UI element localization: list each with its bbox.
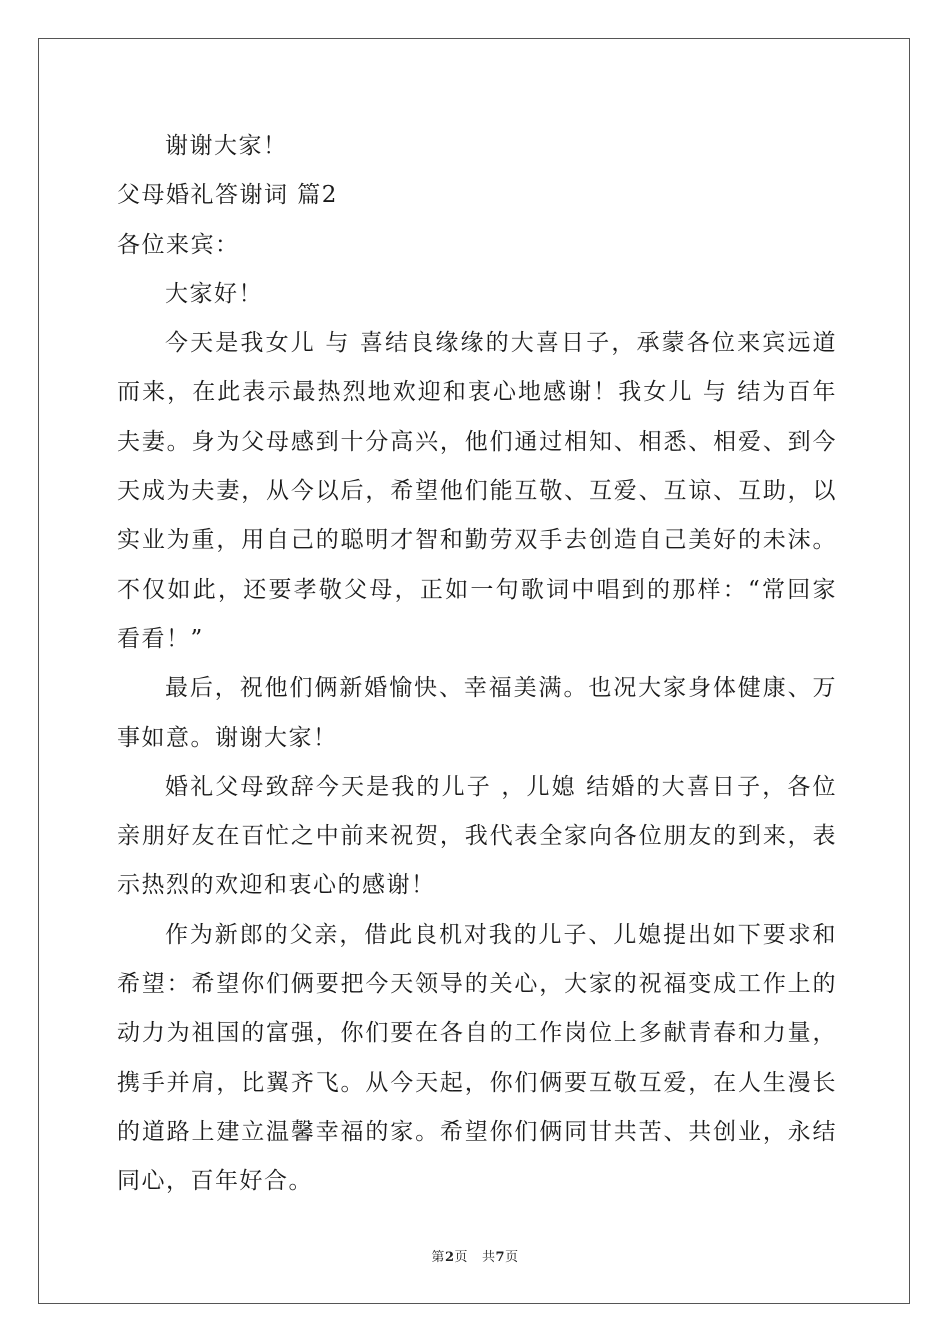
- total-prefix: 共: [482, 1250, 496, 1265]
- total-suffix: 页: [505, 1250, 519, 1265]
- section-title: 父母婚礼答谢词 篇2: [117, 182, 338, 209]
- page-footer: [0, 1246, 950, 1265]
- greeting: 大家好！: [165, 280, 263, 307]
- paragraph-3: 最后，祝他们俩新婚愉快、幸福美满。也况大家身体健康、万事如意。谢谢大家！: [117, 675, 837, 751]
- paragraph-5: 作为新郎的父亲，借此良机对我的儿子、儿媳提出如下要求和希望：希望你们俩要把今天领导的关心，大家的祝福变成工作上的动力为祖国的富强，你们要在各自的工作岗位上多献青春和力量，携手并肩，比翼齐飞。从今天起，你们俩要互敬互爱，在人生漫长的道路上建立温馨幸福的家。希望你们俩同甘共苦、共创业，永结同心，百年好合。: [117, 921, 837, 1195]
- page-number: 2: [444, 1250, 455, 1265]
- salutation: 各位来宾：: [117, 231, 240, 258]
- page-prefix: 第: [431, 1250, 445, 1265]
- total-pages: 7: [495, 1250, 506, 1265]
- paragraph-1: 谢谢大家！: [165, 133, 288, 159]
- page-suffix: 页: [454, 1250, 468, 1265]
- paragraph-2: 今天是我女儿 与 喜结良缘缘的大喜日子，承蒙各位来宾远道而来，在此表示最热烈地欢迎和衷心地感谢！我女儿 与 结为百年夫妻。身为父母感到十分高兴，他们通过相知、相悉、相爱、到今天成为夫妻，从今以后，希望他们能互敬、互爱、互谅、互助，以实业为重，用自己的聪明才智和勤劳双手去创造自己美好的未沫。不仅如此，还要孝敬父母，正如一句歌词中唱到的那样：“常回家看看！”: [117, 330, 837, 652]
- document-body: [117, 122, 837, 1207]
- paragraph-4: 婚礼父母致辞今天是我的儿子 ，儿媳 结婚的大喜日子，各位亲朋好友在百忙之中前来祝贺，我代表全家向各位朋友的到来，表示热烈的欢迎和衷心的感谢！: [117, 773, 837, 899]
